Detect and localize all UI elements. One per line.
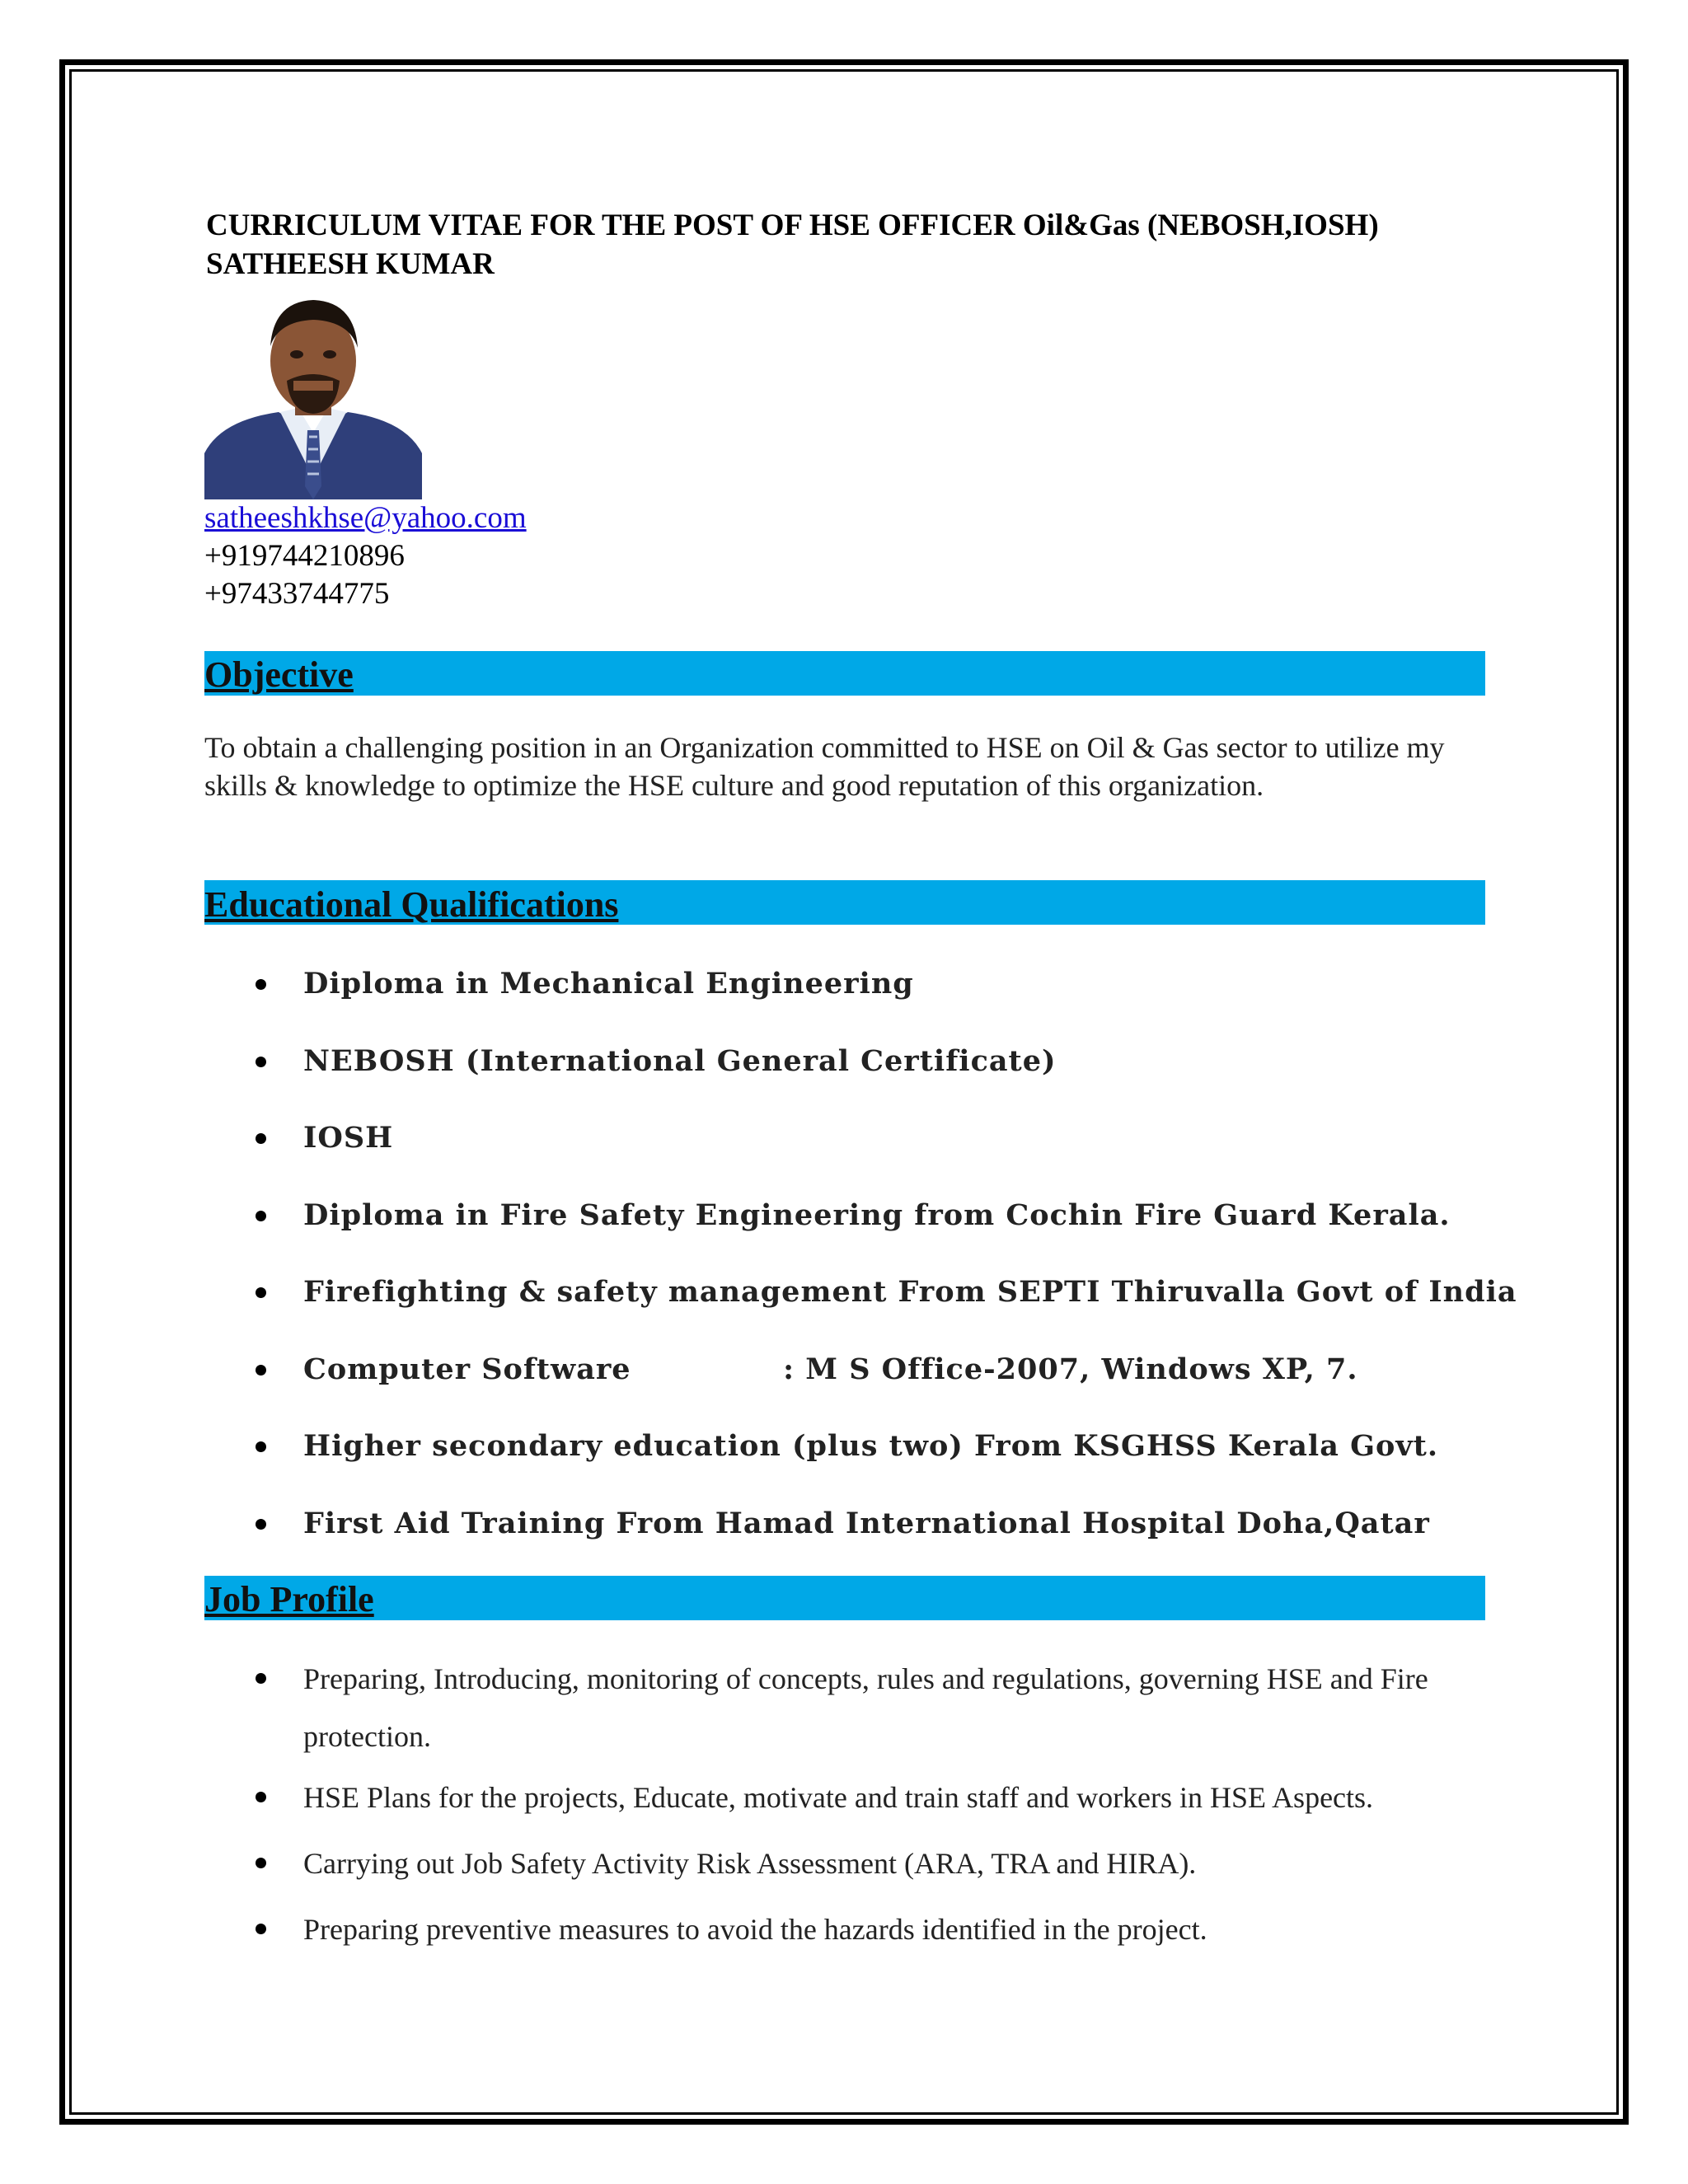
job-profile-list: [204, 1650, 1523, 1958]
objective-heading: Objective: [204, 654, 354, 695]
bullet-icon: [256, 979, 266, 990]
bullet-icon: [256, 1858, 266, 1868]
job-profile-heading-bar: [204, 1576, 1485, 1620]
email-link[interactable]: satheeshkhse@yahoo.com: [204, 501, 527, 535]
job-profile-heading: Job Profile: [204, 1579, 374, 1619]
bullet-icon: [256, 1287, 266, 1298]
education-heading: Educational Qualifications: [204, 884, 619, 925]
education-list: [204, 968, 1523, 1584]
job-profile-item: HSE Plans for the projects, Educate, motivate and train staff and workers in HSE Aspects.: [204, 1769, 1523, 1826]
bullet-icon: [256, 1792, 266, 1802]
bullet-icon: [256, 1133, 266, 1144]
education-item: First Aid Training From Hamad International Hospital Doha,Qatar: [204, 1507, 1523, 1585]
bullet-icon: [256, 1211, 266, 1221]
objective-heading-bar: [204, 651, 1485, 696]
education-item: NEBOSH (International General Certificate): [204, 1045, 1523, 1122]
document-title: [206, 206, 1379, 284]
job-profile-item: Preparing preventive measures to avoid the hazards identified in the project.: [204, 1900, 1523, 1958]
bullet-icon: [256, 1924, 266, 1934]
profile-photo: [204, 288, 422, 499]
bullet-icon: [256, 1057, 266, 1067]
bullet-icon: [256, 1365, 266, 1376]
contact-block: [204, 499, 527, 613]
bullet-icon: [256, 1519, 266, 1530]
job-profile-item: Carrying out Job Safety Activity Risk Assessment (ARA, TRA and HIRA).: [204, 1835, 1523, 1892]
job-profile-item: Preparing, Introducing, monitoring of concepts, rules and regulations, governing HSE and Fire protection.: [204, 1650, 1523, 1765]
education-item: Diploma in Mechanical Engineering: [204, 968, 1523, 1045]
candidate-name: SATHEESH KUMAR: [206, 247, 495, 281]
education-item: Diploma in Fire Safety Engineering from Cochin Fire Guard Kerala.: [204, 1199, 1523, 1277]
education-item: Higher secondary education (plus two) From KSGHSS Kerala Govt.: [204, 1430, 1523, 1507]
phone-qatar: +97433744775: [204, 577, 390, 611]
bullet-icon: [256, 1441, 266, 1452]
bullet-icon: [256, 1673, 266, 1684]
title-line-1: CURRICULUM VITAE FOR THE POST OF HSE OFFICER Oil&Gas (NEBOSH,IOSH): [206, 209, 1379, 242]
education-item: IOSH: [204, 1122, 1523, 1199]
education-item: Firefighting & safety management From SEPTI Thiruvalla Govt of India: [204, 1276, 1523, 1353]
education-item: Computer Software : M S Office-2007, Windows XP, 7.: [204, 1353, 1523, 1431]
phone-india: +919744210896: [204, 539, 405, 573]
objective-text: To obtain a challenging position in an Organization committed to HSE on Oil & Gas sector to utilize my skills & knowledge to optimize the HSE culture and good reputation of this organization.: [204, 731, 1445, 802]
